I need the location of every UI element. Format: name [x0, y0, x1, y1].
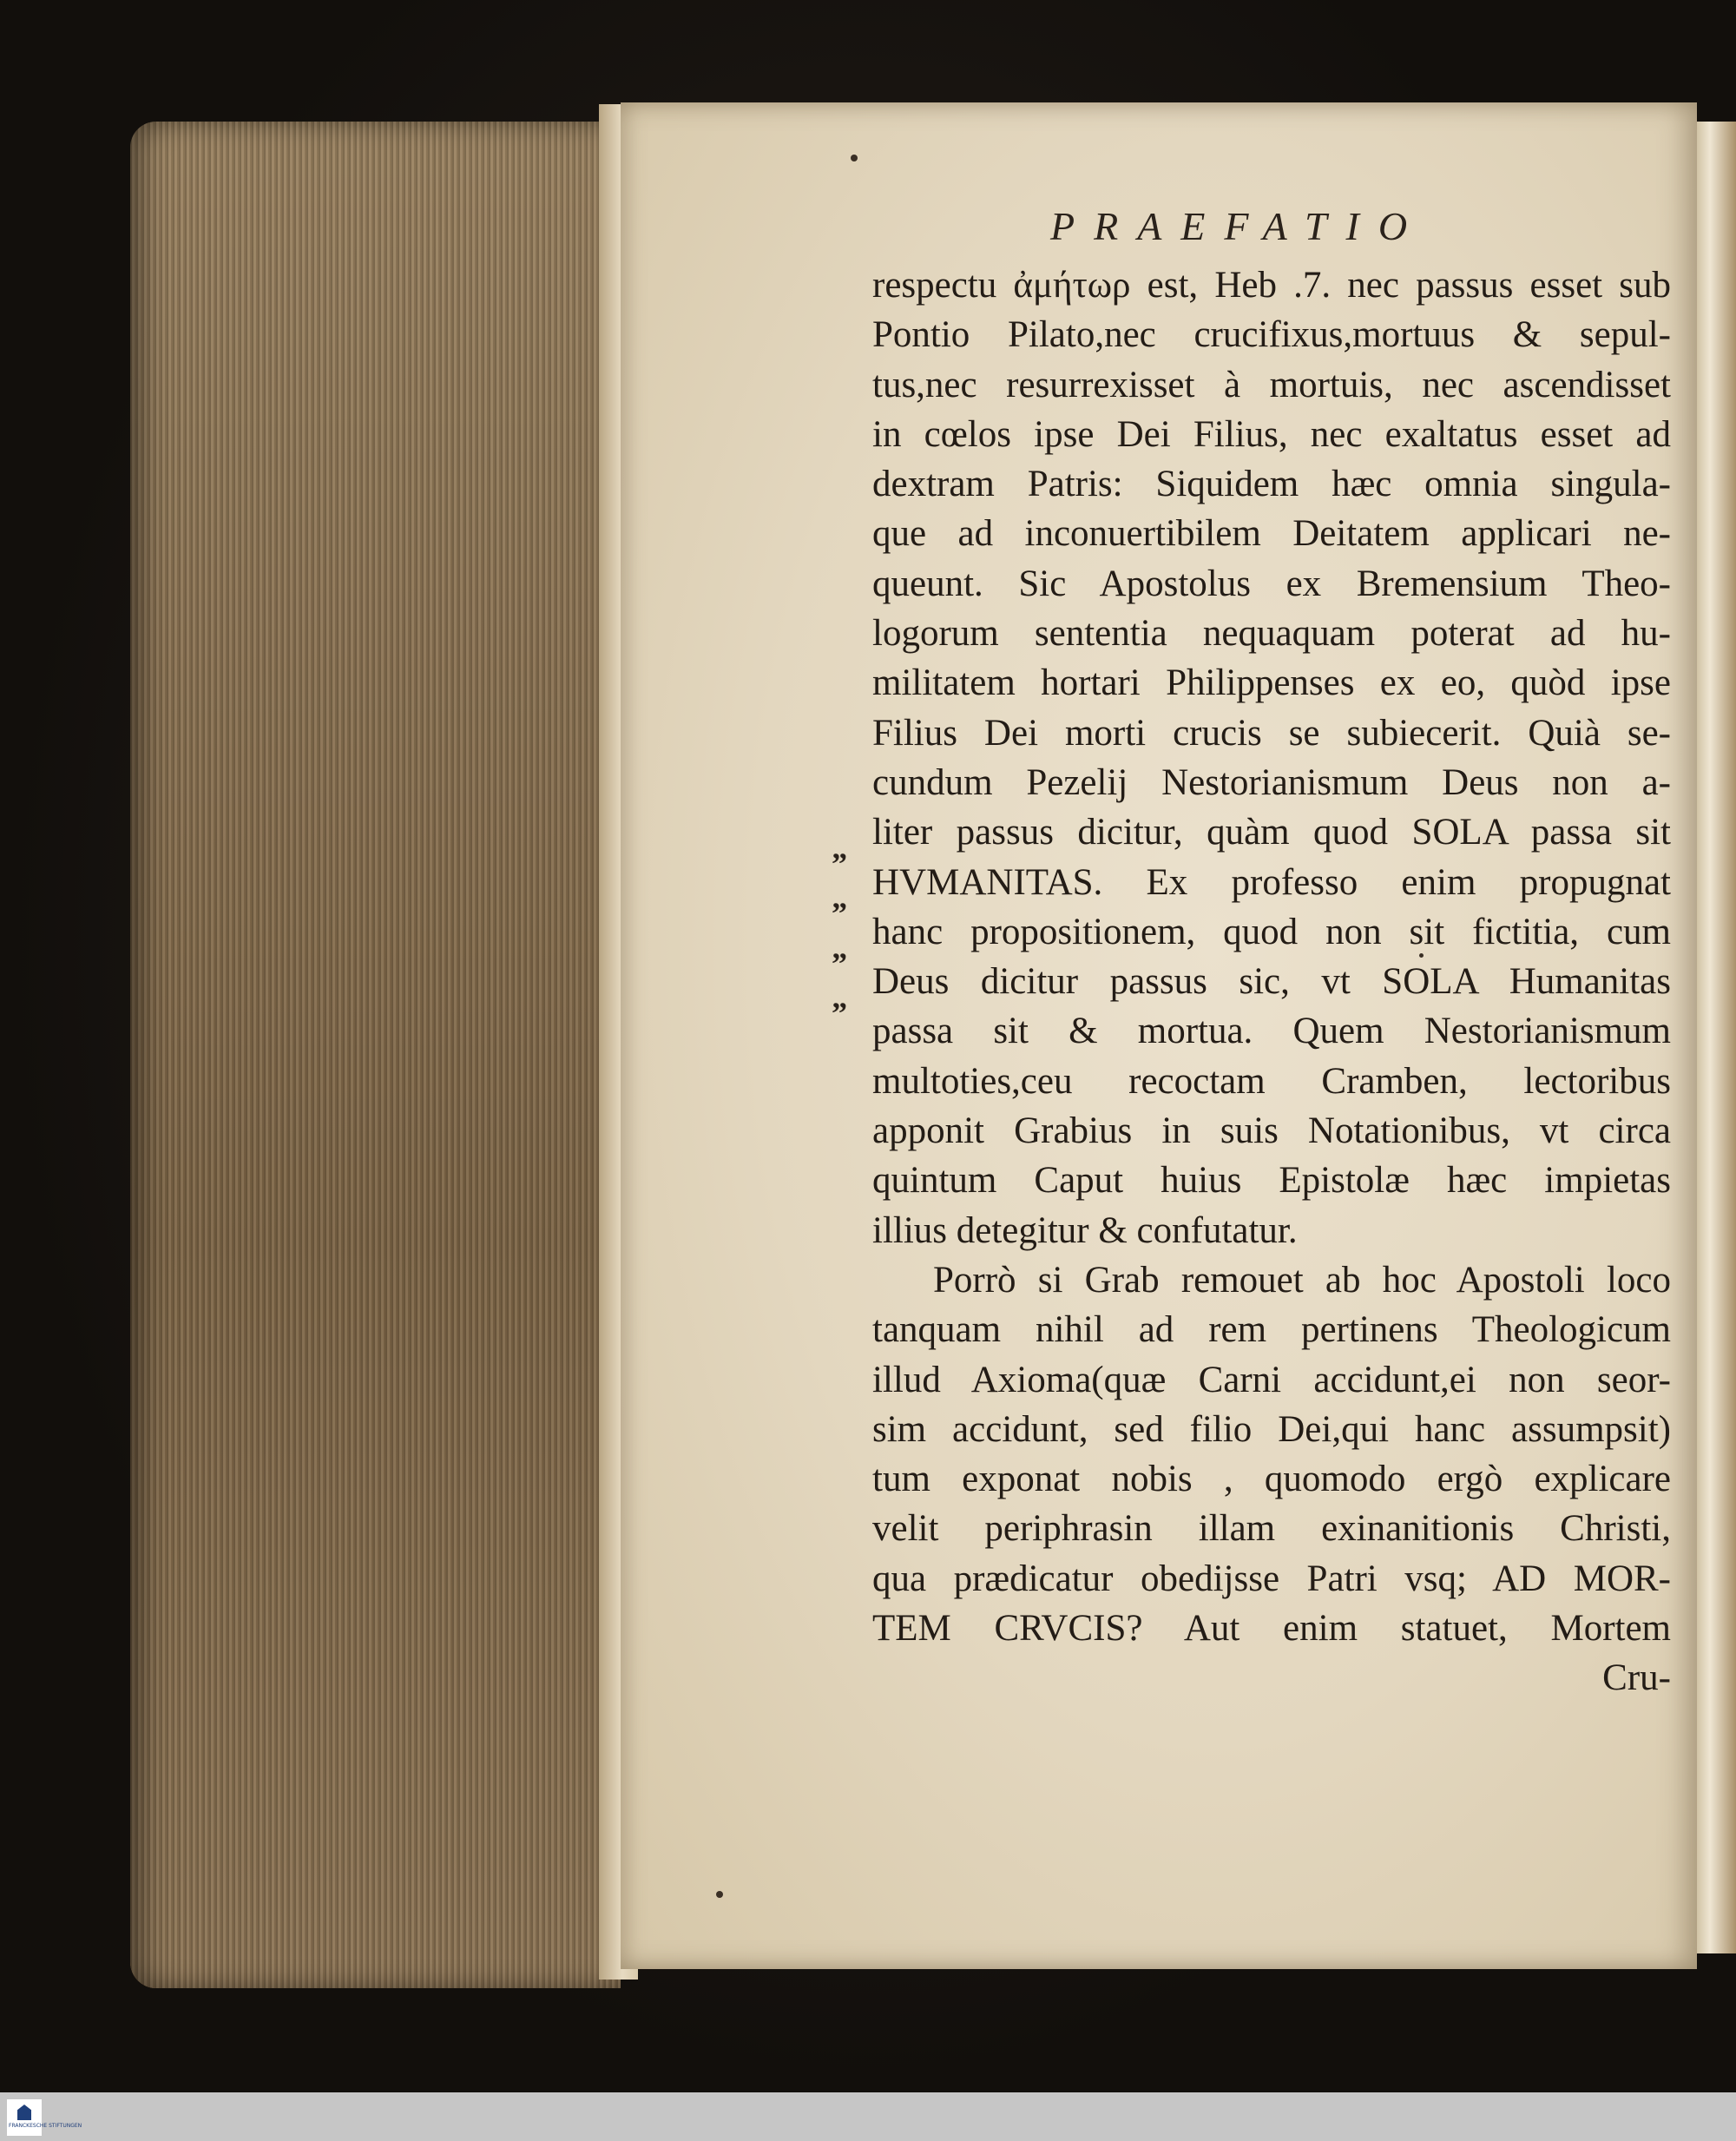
text-line: in cœlos ipse Dei Filius, nec exaltatus esset ad [872, 413, 1671, 455]
text-line: HVMANITAS. Ex professo enim propugnat [872, 861, 1671, 903]
page-speck [716, 1891, 723, 1898]
text-line: qua prædicatur obedijsse Patri vsq; AD MOR- [872, 1558, 1671, 1599]
text-line: dextram Patris: Siquidem hæc omnia singula- [872, 464, 1671, 505]
viewer-footer-bar [0, 2092, 1736, 2141]
building-icon [17, 2105, 31, 2120]
page-speck [851, 155, 858, 161]
text-line: velit periphrasin illam exinanitionis Christi, [872, 1508, 1671, 1550]
text-line: apponit Grabius in suis Notationibus, vt circa [872, 1110, 1671, 1152]
text-line: hanc propositionem, quod non sit fictitia, cum [872, 911, 1671, 952]
text-line: militatem hortari Philippenses ex eo, quòd ipse [872, 662, 1671, 704]
text-line: tus,nec resurrexisset à mortuis, nec ascendisset [872, 364, 1671, 405]
running-header: PRAEFATIO [1050, 204, 1427, 248]
text-line: liter passus dicitur, quàm quod SOLA passa sit [872, 812, 1671, 853]
text-line: Deus dicitur passus sic, vt SOLA Humanitas [872, 961, 1671, 1003]
margin-quote-marker: ” [832, 847, 847, 881]
text-line: sim accidunt, sed filio Dei,qui hanc assumpsit) [872, 1408, 1671, 1450]
margin-quote-marker: ” [832, 946, 847, 981]
next-page-edge [1693, 122, 1736, 1953]
text-line: multoties,ceu recoctam Cramben, lectoribus [872, 1060, 1671, 1102]
text-line: illius detegitur & confutatur. [872, 1209, 1298, 1251]
text-line: tanquam nihil ad rem pertinens Theologicum [872, 1309, 1671, 1351]
text-line: Pontio Pilato,nec crucifixus,mortuus & sepul- [872, 314, 1671, 356]
text-line: quintum Caput huius Epistolæ hæc impietas [872, 1160, 1671, 1202]
text-line: Filius Dei morti crucis se subiecerit. Quià se- [872, 712, 1671, 754]
text-line: illud Axioma(quæ Carni accidunt,ei non seor- [872, 1359, 1671, 1400]
paragraph-start-line: Porrò si Grab remouet ab hoc Apostoli loco [933, 1259, 1671, 1301]
body-text [872, 260, 1671, 1703]
text-line: TEM CRVCIS? Aut enim statuet, Mortem [872, 1608, 1671, 1650]
book-fore-edge [130, 122, 621, 1988]
institution-logo[interactable] [7, 2099, 82, 2136]
text-line: tum exponat nobis , quomodo ergò explicare [872, 1459, 1671, 1500]
text-line: que ad inconuertibilem Deitatem applicari ne- [872, 513, 1671, 555]
catchword: Cru- [1602, 1657, 1671, 1699]
margin-quote-marker: ” [832, 996, 847, 1031]
text-line: cundum Pezelij Nestorianismum Deus non a- [872, 761, 1671, 803]
text-line: queunt. Sic Apostolus ex Bremensium Theo- [872, 563, 1671, 604]
text-line: respectu ἀμήτωρ est, Heb .7. nec passus esset sub [872, 265, 1671, 306]
margin-quote-marker: ” [832, 896, 847, 931]
text-line: passa sit & mortua. Quem Nestorianismum [872, 1011, 1671, 1052]
logo-caption: FRANCKESCHE STIFTUNGEN [9, 2123, 82, 2129]
text-line: logorum sententia nequaquam poterat ad hu- [872, 613, 1671, 655]
